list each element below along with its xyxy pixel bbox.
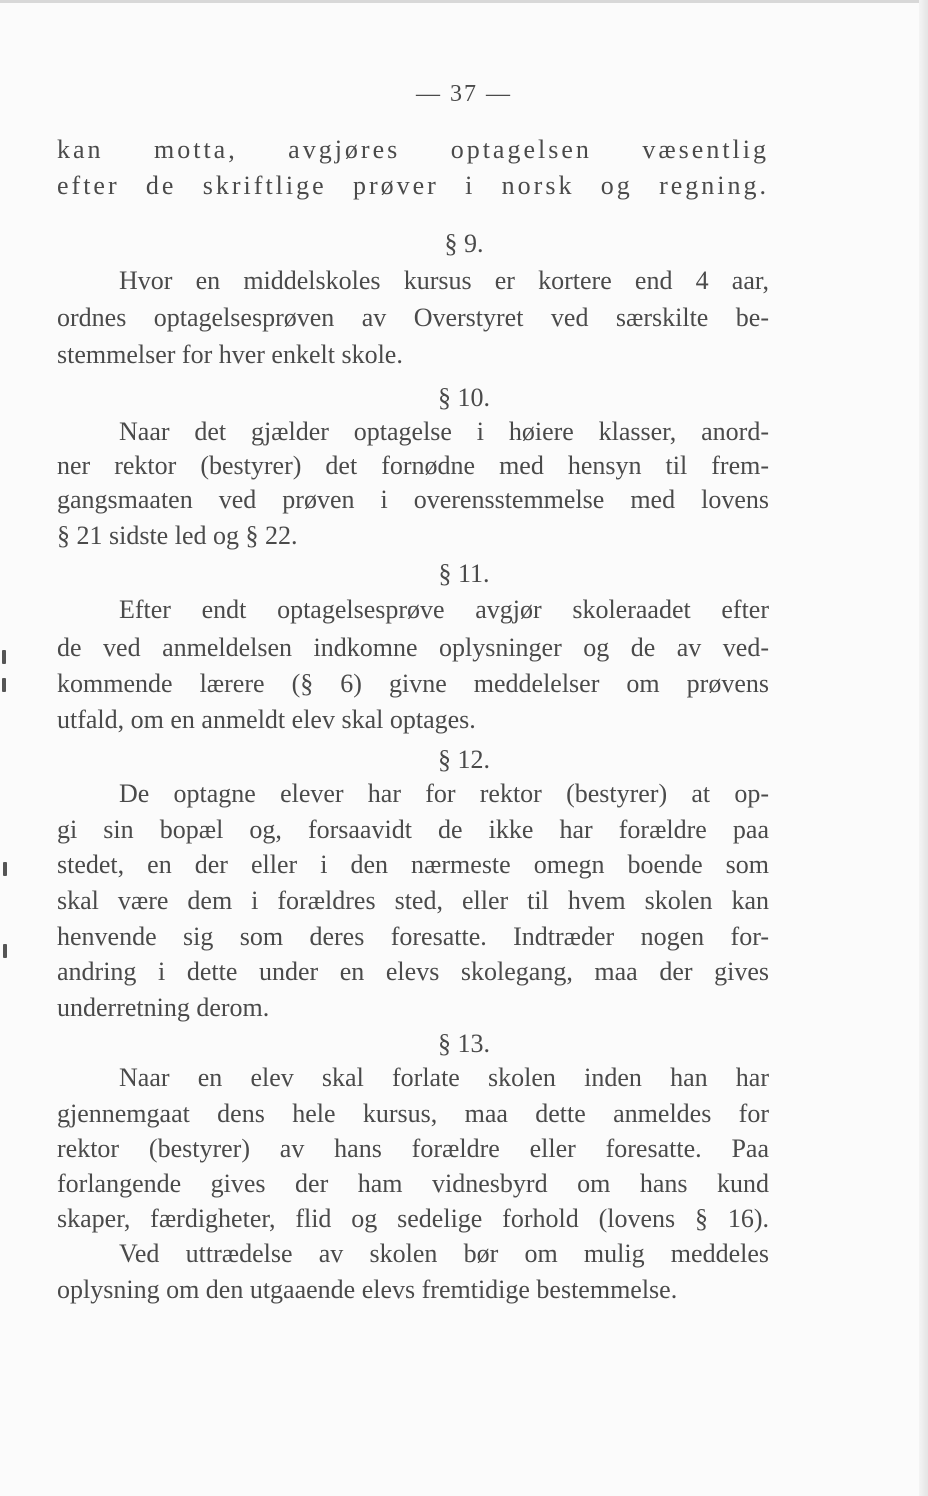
text-line: rektor (bestyrer) av hans forældre eller foresatte. Paa xyxy=(57,1134,769,1163)
text-line: § 21 sidste led og § 22. xyxy=(57,521,298,550)
margin-mark xyxy=(3,862,7,876)
text-line: oplysning om den utgaaende elevs fremtidige bestemmelse. xyxy=(57,1275,678,1304)
text-line: utfald, om en anmeldt elev skal optages. xyxy=(57,705,476,734)
text-line: Naar en elev skal forlate skolen inden han har xyxy=(119,1063,769,1092)
text-line: skaper, færdigheter, flid og sedelige forhold (lovens § 16). xyxy=(57,1204,769,1233)
text-line: skal være dem i forældres sted, eller til hvem skolen kan xyxy=(57,886,769,915)
text-line: stemmelser for hver enkelt skole. xyxy=(57,340,403,369)
text-line: Hvor en middelskoles kursus er kortere end 4 aar, xyxy=(119,266,769,295)
text-line: underretning derom. xyxy=(57,993,270,1022)
page-top-edge xyxy=(0,0,928,3)
text-line: gangsmaaten ved prøven i overensstemmelse med lovens xyxy=(57,485,769,514)
text-line: gjennemgaat dens hele kursus, maa dette anmeldes for xyxy=(57,1099,769,1128)
text-line: kommende lærere (§ 6) givne meddelelser om prøvens xyxy=(57,669,769,698)
margin-mark xyxy=(2,678,6,692)
margin-mark xyxy=(3,944,7,958)
text-line: kan motta, avgjøres optagelsen væsentlig xyxy=(57,135,769,164)
text-line: forlangende gives der ham vidnesbyrd om hans kund xyxy=(57,1169,769,1198)
text-line: efter de skriftlige prøver i norsk og regning. xyxy=(57,171,769,200)
margin-mark xyxy=(2,650,6,664)
page-number: — 37 — xyxy=(416,81,512,107)
text-line: henvende sig som deres foresatte. Indtræder nogen for- xyxy=(57,922,769,951)
section-heading: § 9. xyxy=(444,229,484,258)
section-heading: § 10. xyxy=(438,383,490,412)
section-heading: § 12. xyxy=(438,745,490,774)
text-line: Naar det gjælder optagelse i høiere klasser, anord- xyxy=(119,417,769,446)
section-heading: § 11. xyxy=(438,559,490,588)
text-line: andring i dette under en elevs skolegang, maa der gives xyxy=(57,957,769,986)
text-line: gi sin bopæl og, forsaavidt de ikke har forældre paa xyxy=(57,815,769,844)
text-line: De optagne elever har for rektor (bestyrer) at op- xyxy=(119,779,769,808)
text-line: ner rektor (bestyrer) det fornødne med hensyn til frem- xyxy=(57,451,769,480)
text-line: Efter endt optagelsesprøve avgjør skoleraadet efter xyxy=(119,595,769,624)
section-heading: § 13. xyxy=(438,1029,490,1058)
text-line: ordnes optagelsesprøven av Overstyret ved særskilte be- xyxy=(57,303,769,332)
text-line: stedet, en der eller i den nærmeste omegn boende som xyxy=(57,850,769,879)
text-line: de ved anmeldelsen indkomne oplysninger og de av ved- xyxy=(57,633,769,662)
text-line: Ved uttrædelse av skolen bør om mulig meddeles xyxy=(119,1239,769,1268)
